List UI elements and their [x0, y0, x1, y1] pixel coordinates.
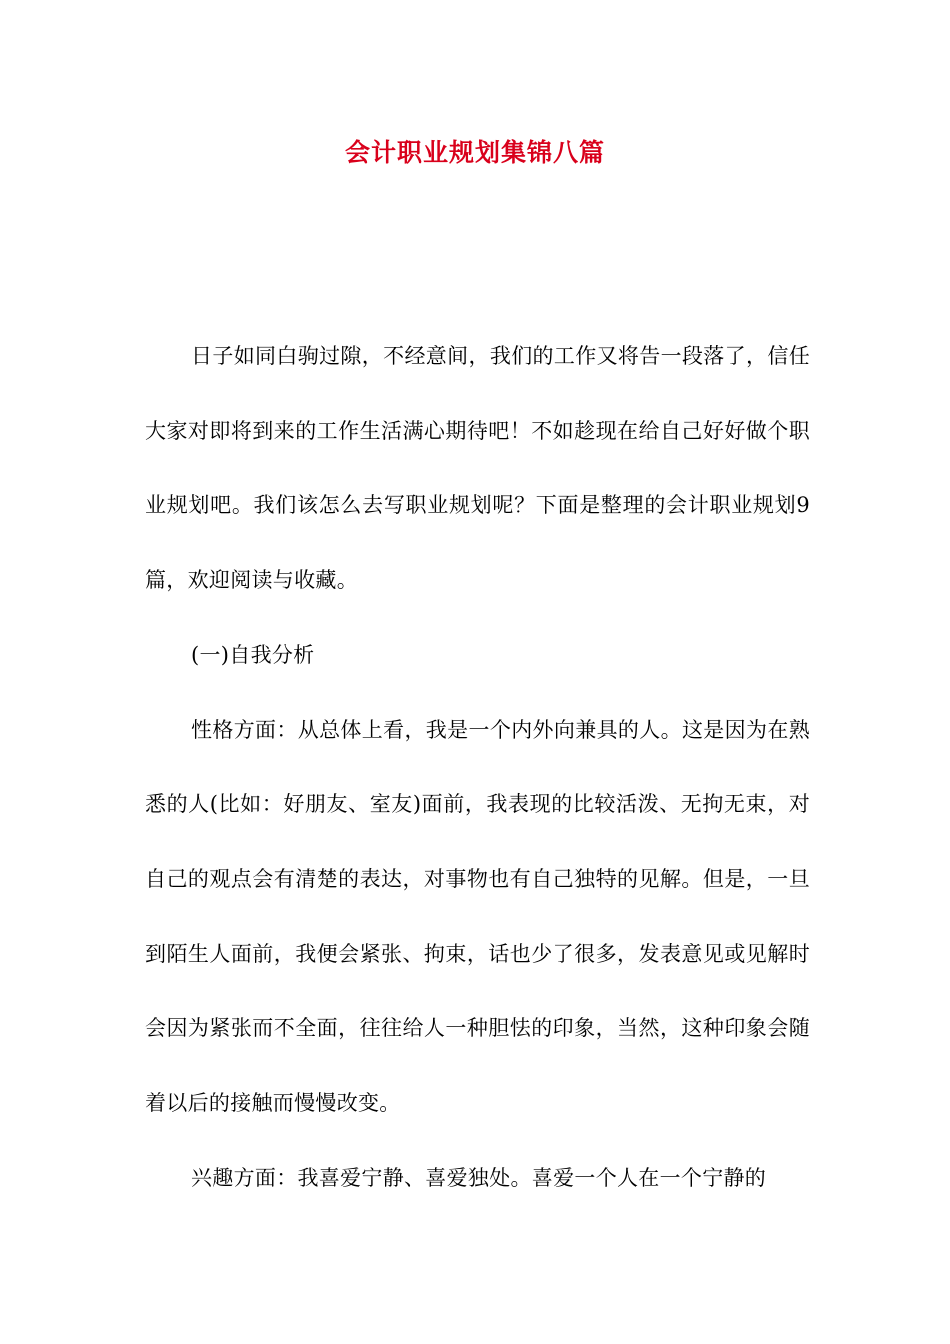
- document-body: [145, 319, 810, 1215]
- section-heading-self-analysis: (一)自我分析: [191, 642, 315, 667]
- paragraph-interests: 兴趣方面：我喜爱宁静、喜爱独处。喜爱一个人在一个宁静的: [191, 1165, 767, 1190]
- document-title: 会计职业规划集锦八篇: [344, 138, 605, 167]
- paragraph-personality: 性格方面：从总体上看，我是一个内外向兼具的人。这是因为在熟悉的人(比如：好朋友、室友)面前，我表现的比较活泼、无拘无束，对自己的观点会有清楚的表达，对事物也有自己独特的见解。但是，一旦到陌生人面前，我便会紧张、拘束，话也少了很多，发表意见或见解时会因为紧张而不全面，往往给人一种胆怯的印象，当然，这种印象会随着以后的接触而慢慢改变。: [145, 717, 810, 1116]
- paragraph-intro: 日子如同白驹过隙，不经意间，我们的工作又将告一段落了，信任大家对即将到来的工作生活满心期待吧！不如趁现在给自己好好做个职业规划吧。我们该怎么去写职业规划呢？下面是整理的会计职业规划9篇，欢迎阅读与收藏。: [145, 344, 810, 593]
